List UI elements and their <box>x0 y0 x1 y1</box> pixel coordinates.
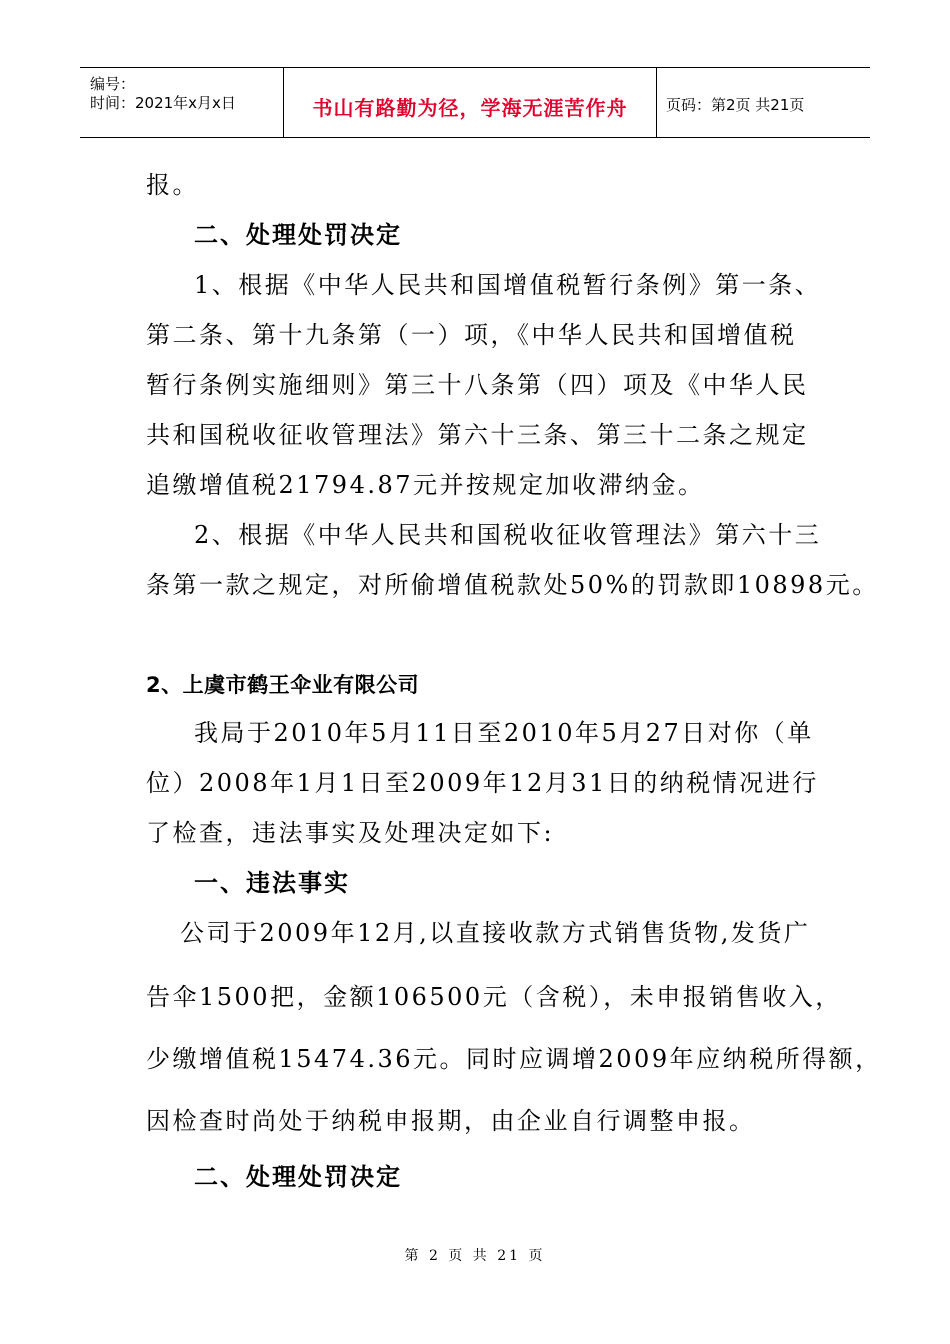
paragraph-line: 告伞1500把，金额106500元（含税），未申报销售收入， <box>146 983 842 1011</box>
motto-text: 书山有路勤为径，学海无涯苦作舟 <box>312 96 628 120</box>
company-heading: 2、上虞市鹤王伞业有限公司 <box>146 673 420 697</box>
page-info: 页码：第2页 共21页 <box>666 96 805 114</box>
paragraph-line: 了检查，违法事实及处理决定如下: <box>146 819 555 847</box>
paragraph-line: 追缴增值税21794.87元并按规定加收滞纳金。 <box>146 471 705 499</box>
header-page-cell <box>656 68 870 137</box>
header-meta-cell <box>80 68 283 137</box>
document-header <box>80 67 870 138</box>
paragraph-line: 暂行条例实施细则》第三十八条第（四）项及《中华人民 <box>146 371 809 399</box>
page-footer: 第 2 页 共 21 页 <box>404 1248 546 1264</box>
paragraph-line: 因检查时尚处于纳税申报期，由企业自行调整申报。 <box>146 1107 756 1135</box>
header-motto-cell <box>283 68 657 137</box>
paragraph-line: 共和国税收征收管理法》第六十三条、第三十二条之规定 <box>146 421 809 449</box>
paragraph-line: 1、根据《中华人民共和国增值税暂行条例》第一条、 <box>194 271 822 299</box>
paragraph-line: 位）2008年1月1日至2009年12月31日的纳税情况进行 <box>146 769 819 797</box>
section-heading: 二、处理处罚决定 <box>194 1163 402 1191</box>
paragraph-line: 我局于2010年5月11日至2010年5月27日对你（单 <box>194 719 814 747</box>
section-heading: 一、违法事实 <box>194 869 350 897</box>
paragraph-line: 报。 <box>146 171 199 199</box>
number-label: 编号： <box>90 75 136 93</box>
paragraph-line: 2、根据《中华人民共和国税收征收管理法》第六十三 <box>194 521 822 549</box>
paragraph-line: 条第一款之规定，对所偷增值税款处50%的罚款即10898元。 <box>146 571 879 599</box>
paragraph-line: 少缴增值税15474.36元。同时应调增2009年应纳税所得额， <box>146 1045 882 1073</box>
section-heading: 二、处理处罚决定 <box>194 221 402 249</box>
paragraph-line: 公司于2009年12月,以直接收款方式销售货物,发货广 <box>180 919 811 947</box>
paragraph-line: 第二条、第十九条第（一）项，《中华人民共和国增值税 <box>146 321 797 349</box>
time-label: 时间：2021年x月x日 <box>90 94 236 112</box>
